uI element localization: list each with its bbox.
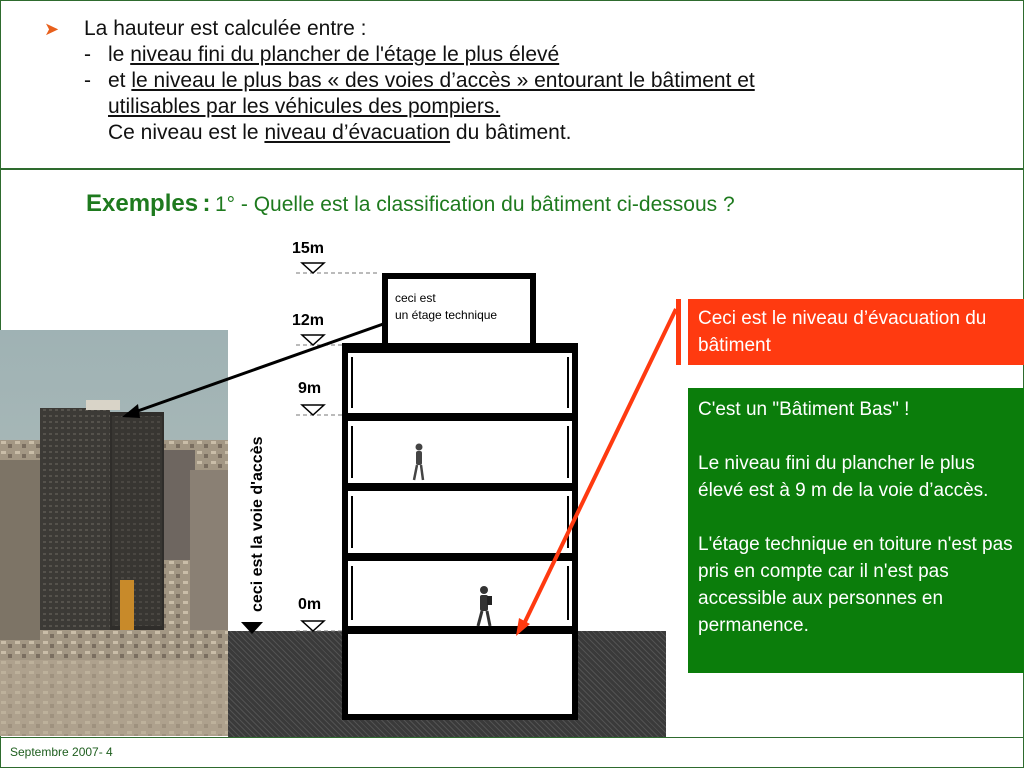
- intro-line-5-prefix: Ce niveau est le: [108, 121, 259, 144]
- evacuation-callout-bar: [676, 299, 681, 365]
- answer-paragraph-3: L'étage technique en toiture n'est pas pris en compte car il n'est pas accessible aux personnes en permanence.: [698, 534, 1013, 636]
- footer-text: Septembre 2007- 4: [10, 745, 113, 759]
- intro-line-5-underlined: niveau d’évacuation: [264, 121, 451, 144]
- road-label: ceci est la voie d'accès: [249, 436, 266, 612]
- level-label-15m: 15m: [292, 240, 325, 257]
- arrow-head-icon: [122, 404, 140, 418]
- dash: -: [84, 69, 91, 92]
- intro-line-3-prefix: et: [108, 69, 126, 92]
- examples-question: 1° - Quelle est la classification du bâtiment ci-dessous ?: [214, 193, 735, 216]
- building-outline: [345, 347, 575, 717]
- floor-slab: [342, 553, 578, 561]
- examples-title: Exemples: [86, 190, 199, 217]
- dash: -: [84, 43, 91, 66]
- roof-slab: [342, 343, 578, 353]
- evacuation-callout: [688, 299, 1024, 365]
- level-marker-icon: [302, 263, 324, 273]
- intro-line-4-underlined: utilisables par les véhicules des pompiers.: [108, 95, 501, 118]
- answer-paragraph-1: C'est un "Bâtiment Bas" !: [698, 399, 910, 420]
- intro-line-2-underlined: niveau fini du plancher de l'étage le plus élevé: [130, 43, 560, 66]
- level-label-0m: 0m: [298, 596, 322, 613]
- arrow-bullet-icon: ➤: [44, 19, 60, 39]
- road-level-marker-icon: [241, 622, 263, 634]
- answer-callout: [688, 388, 1024, 673]
- intro-line-5-suffix: du bâtiment.: [455, 121, 572, 144]
- tech-label-line-1: ceci est: [395, 291, 436, 305]
- tech-label-line-2: un étage technique: [395, 308, 498, 322]
- intro-line-1: La hauteur est calculée entre :: [84, 17, 367, 40]
- floor-slab-9m: [342, 413, 578, 421]
- floor-slab-0m: [342, 626, 578, 634]
- examples-colon: :: [202, 190, 211, 217]
- intro-line-2-prefix: le: [108, 43, 125, 66]
- level-label-12m: 12m: [292, 312, 325, 329]
- floor-slab: [342, 483, 578, 491]
- level-label-9m: 9m: [298, 380, 322, 397]
- footer-divider: [0, 737, 1024, 738]
- evacuation-callout-text: Ceci est le niveau d’évacuation du bâtiment: [698, 308, 987, 356]
- answer-paragraph-2: Le niveau fini du plancher le plus élevé est à 9 m de la voie d’accès.: [698, 453, 989, 501]
- level-marker-icon: [302, 405, 324, 415]
- intro-line-3-underlined: le niveau le plus bas « des voies d’accès » entourant le bâtiment et: [131, 69, 755, 92]
- level-marker-icon: [302, 621, 324, 631]
- level-marker-icon: [302, 335, 324, 345]
